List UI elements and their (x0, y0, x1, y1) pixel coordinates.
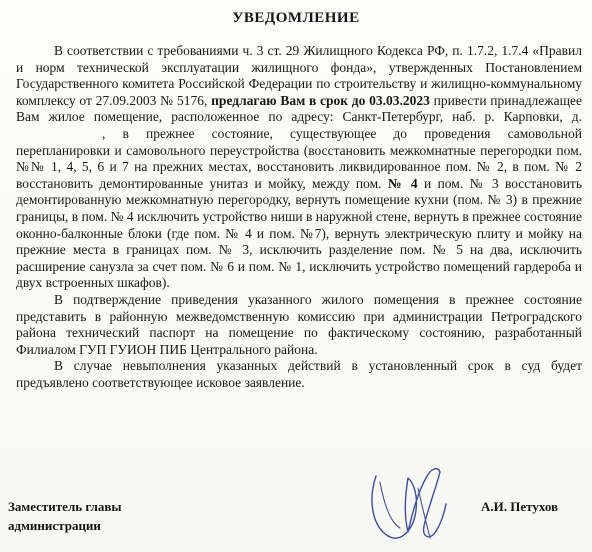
signer-name: А.И. Петухов (481, 499, 559, 514)
paragraph-warning: В случае невыполнения указанных действий в установленный срок в суд будет предъявлено соответствующее исковое заявление. (16, 358, 582, 390)
paragraph-main-part2: привести принадлежащее Вам жилое помещение, расположенное по адресу: Санкт-Петербург, наб. р. Карповки, д. (16, 92, 582, 125)
document-body (16, 43, 582, 391)
paragraph-main-part1: В соответствии с требованиями ч. 3 ст. 29 Жилищного Кодекса РФ, п. 1.7.2, 1.7.4 «Правил и норм технической эксплуатации жилищного фонда», утвержденных Постановлением Государственного комитета Российской Федерации по строительству и жилищно-коммунальному комплексу от 27.09.2003 № 5176, (16, 43, 582, 108)
document-title: УВЕДОМЛЕНИЕ (232, 10, 360, 26)
signer-position-line1: Заместитель главы (8, 499, 122, 514)
paragraph-confirmation: В подтверждение приведения указанного жилого помещения в прежнее состояние представить в районную межведомственную комиссию при администрации Петроградского района технический паспорт на помещение по фактическому состоянию, разработанный Филиалом ГУП ГУИОН ПИБ Центрального района. (16, 291, 582, 357)
deadline-text: предлагаю Вам в срок до 03.03.2023 (211, 92, 430, 108)
signer-position (8, 497, 122, 535)
signer-position-line2: администрации (8, 518, 101, 533)
room-number-bold: № 4 (387, 175, 418, 191)
paragraph-main (16, 43, 582, 292)
paragraph-main-part3: , в прежнее состояние, существующее до проведения самовольной перепланировки и самовольного переустройства (восстановить межкомнатные перегородки пом. №№ 1, 4, 5, 6 и 7 на прежних местах, восстановить ликвидированное пом. № 2, в пом. № 2 восстановить демонтированные унитаз и мойку, между пом. (16, 125, 582, 191)
paragraph-main-part4: и пом. № 3 восстановить демонтированную межкомнатную перегородку, вернуть помещение кухни (пом. № 3) в прежние границы, в пом. № 4 исключить устройство ниши в наружной стене, вернуть в прежнее состояние оконно-балконные блоки (где пом. № 4 и пом. №7), вернуть электрическую плиту и мойку на прежние места в границах пом. № 3, исключить разделение пом. № 5 на два, исключить расширение санузла за счет пом. № 6 и пом. № 1, исключить устройство помещений гардероба и двух встроенных шкафов). (16, 175, 582, 291)
signature-icon (358, 448, 468, 548)
